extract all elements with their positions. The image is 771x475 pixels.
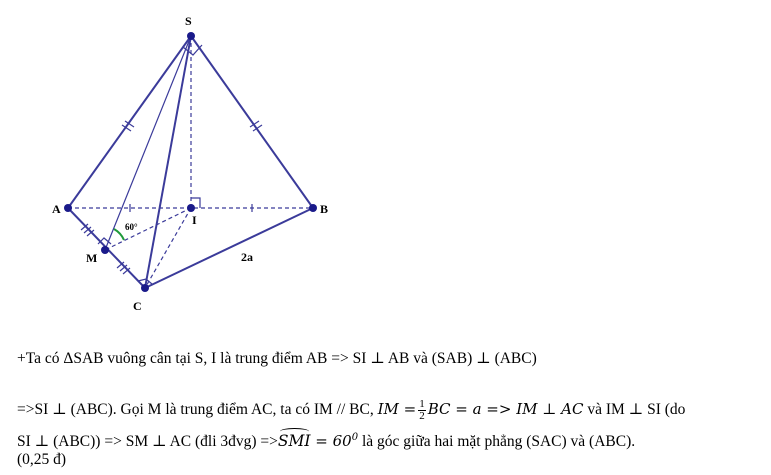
label-i: I bbox=[192, 213, 197, 227]
label-a: A bbox=[52, 202, 61, 216]
segment-im bbox=[105, 208, 191, 250]
label-angle-60: 60° bbox=[125, 222, 138, 232]
label-b: B bbox=[320, 202, 329, 216]
label-m: M bbox=[86, 251, 98, 265]
segment-sm bbox=[105, 36, 191, 250]
edge-bc bbox=[145, 208, 313, 288]
point-a bbox=[64, 204, 72, 212]
solution-line-3: SI ⊥ (ABC)) => SM ⊥ AC (đli 3đvg) $=>SMI = 60^0$ là góc giữa hai mặt phẳng (SAC) và (ABC). bbox=[17, 432, 636, 451]
point-c bbox=[141, 284, 149, 292]
solution-line-2: =>SI ⊥ (ABC). Gọi M là trung điểm AC, ta có IM // BC, IM = $\frac{1}{2}$ BC = a => IM ⊥ AC và IM ⊥ SI (do bbox=[17, 398, 686, 422]
edge-sc bbox=[145, 36, 191, 288]
solution-line-1: +Ta có ΔSAB vuông cân tại S, I là trung điểm AB => SI ⊥ AB và (SAB) ⊥ (ABC) bbox=[17, 350, 537, 367]
label-s: S bbox=[185, 14, 192, 28]
point-i bbox=[187, 204, 195, 212]
fraction-one-half: $\frac{1}{2}$ bbox=[419, 398, 425, 422]
edge-sb bbox=[191, 36, 313, 208]
label-c: C bbox=[133, 299, 142, 313]
label-edge-2a: 2a bbox=[241, 250, 253, 264]
point-m bbox=[101, 246, 109, 254]
solution-line-4: (0,25 đ) bbox=[17, 451, 67, 468]
tick-marks-mc bbox=[117, 262, 130, 274]
edge-sa bbox=[68, 36, 191, 208]
angle-smi-arc bbox=[114, 229, 124, 240]
point-s bbox=[187, 32, 195, 40]
point-b bbox=[309, 204, 317, 212]
angle-smi-symbol: SMI bbox=[277, 432, 311, 451]
